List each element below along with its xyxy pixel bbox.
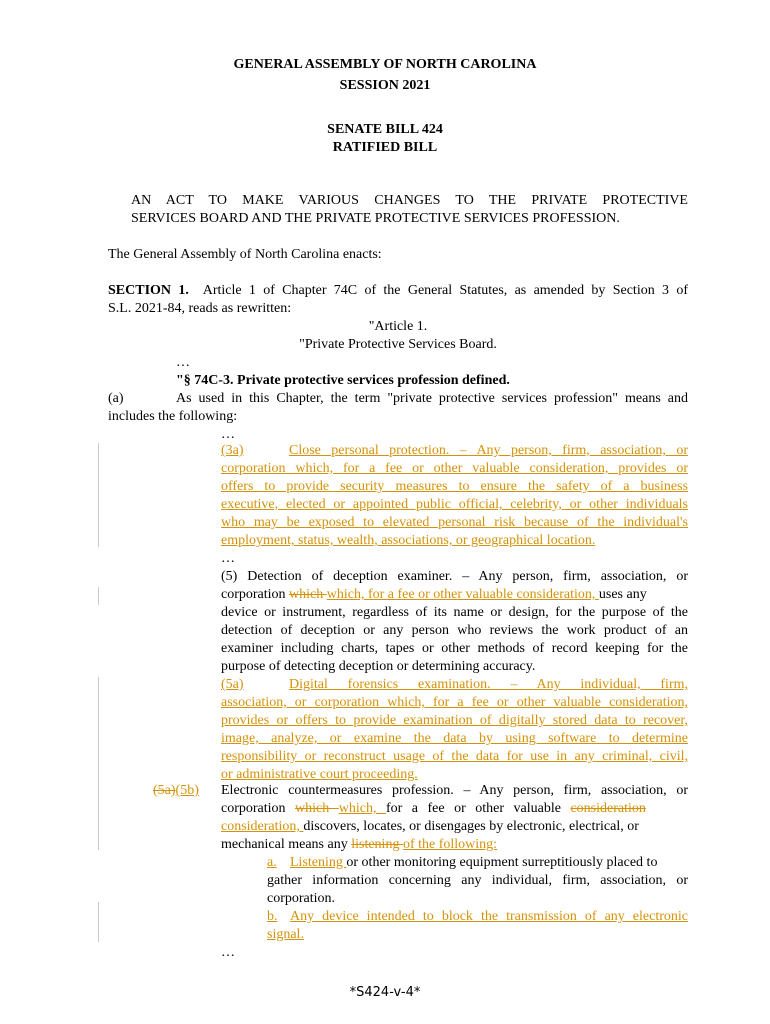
bill-status: RATIFIED BILL bbox=[332, 140, 438, 155]
para-a-label: (a) bbox=[108, 391, 124, 406]
item-5b-text: for a fee or other valuable bbox=[385, 801, 571, 816]
change-bar-sub-b bbox=[98, 902, 99, 942]
sub-a-text: or other monitoring equipment surreptitiously placed to bbox=[346, 855, 658, 870]
sub-a-line-1 bbox=[290, 854, 657, 872]
item-3a-line: who may be exposed to elevated personal risk because of the individual's bbox=[221, 515, 688, 530]
item-5-line: detection of deception or any person who reviews the work product of an bbox=[221, 623, 688, 638]
item-5b-label bbox=[153, 782, 199, 800]
item-3a-label: (3a) bbox=[221, 443, 244, 458]
change-bar-5a bbox=[98, 677, 99, 781]
item-5b-line-1: Electronic countermeasures profession. – Any person, firm, association, or bbox=[221, 783, 688, 798]
item-5b-text: discovers, locates, or disengages by electronic, electrical, or bbox=[303, 819, 639, 834]
item-5a-line: image, analyze, or examine the data by using software to determine bbox=[221, 731, 688, 746]
item-5-line: device or instrument, regardless of its name or design, for the purpose of the bbox=[221, 605, 688, 620]
item-5-line-2 bbox=[221, 586, 647, 604]
item-5-deleted: which bbox=[289, 587, 327, 602]
change-bar-5b bbox=[98, 780, 99, 850]
sub-a-label: a. bbox=[267, 855, 277, 870]
session-heading: SESSION 2021 bbox=[339, 78, 431, 93]
section-1-label: SECTION 1. bbox=[108, 283, 189, 298]
item-5a-line: or administrative court proceeding. bbox=[221, 767, 418, 782]
statute-heading: "§ 74C-3. Private protective services profession defined. bbox=[176, 373, 510, 388]
item-5a-line: provides or offers to provide examination of digitally stored data to recover, bbox=[221, 713, 688, 728]
ellipsis-3: … bbox=[221, 551, 235, 566]
item-5a-line: responsibility or reconstruct usage of the data for use in any criminal, civil, bbox=[221, 749, 688, 764]
item-5b-text: mechanical means any bbox=[221, 837, 352, 852]
item-5a-line: association, or corporation which, for a fee or other valuable consideration, bbox=[221, 695, 688, 710]
assembly-heading: GENERAL ASSEMBLY OF NORTH CAROLINA bbox=[233, 57, 537, 72]
item-5-line: purpose of detecting deception or determining accuracy. bbox=[221, 659, 536, 674]
ellipsis-2: … bbox=[221, 427, 235, 442]
item-5b-inserted: consideration, bbox=[221, 819, 304, 834]
act-title-line-1: AN ACT TO MAKE VARIOUS CHANGES TO THE PRIVATE PROTECTIVE bbox=[131, 193, 688, 208]
item-5b-line-3 bbox=[221, 818, 639, 836]
item-5a-line-1: Digital forensics examination. – Any individual, firm, bbox=[289, 677, 688, 692]
ellipsis-4: … bbox=[221, 945, 235, 960]
section-1-line-2: S.L. 2021-84, reads as rewritten: bbox=[108, 301, 292, 316]
act-title-line-2: SERVICES BOARD AND THE PRIVATE PROTECTIVE SERVICES PROFESSION. bbox=[131, 211, 620, 226]
sub-b-line-1: Any device intended to block the transmission of any electronic bbox=[290, 909, 688, 924]
item-5b-text: corporation bbox=[221, 801, 296, 816]
change-bar-5 bbox=[98, 587, 99, 605]
item-5b-line-2 bbox=[221, 800, 646, 818]
para-a-line-2: includes the following: bbox=[108, 409, 238, 424]
ellipsis-1: … bbox=[176, 355, 190, 370]
item-3a-line: employment, status, wealth, associations, or geographical location. bbox=[221, 533, 596, 548]
article-title: "Private Protective Services Board. bbox=[299, 337, 497, 352]
para-a-line-1: As used in this Chapter, the term "private protective services profession" means and bbox=[176, 391, 688, 406]
item-5b-line-4 bbox=[221, 836, 497, 854]
item-3a-line: Close personal protection. – Any person, firm, association, or bbox=[289, 443, 688, 458]
item-5b-old-label: (5a) bbox=[153, 783, 176, 798]
sub-a-line-3: corporation. bbox=[267, 891, 336, 906]
article-number: "Article 1. bbox=[368, 319, 428, 334]
sub-b-line-2: signal. bbox=[267, 927, 304, 942]
enacting-clause: The General Assembly of North Carolina enacts: bbox=[108, 247, 382, 262]
section-1-line-1 bbox=[108, 282, 688, 300]
sub-b-label: b. bbox=[267, 909, 278, 924]
item-5a-label: (5a) bbox=[221, 677, 244, 692]
item-3a-line: executive, elected or appointed public official, celebrity, or other individuals bbox=[221, 497, 688, 512]
sub-a-line-2: gather information concerning any individual, firm, association, or bbox=[267, 873, 688, 888]
document-footer-code: *S424-v-4* bbox=[349, 985, 421, 1000]
item-5-text: uses any bbox=[598, 587, 647, 602]
section-1-text: Article 1 of Chapter 74C of the General Statutes, as amended by Section 3 of bbox=[202, 283, 689, 298]
item-5b-deleted: which bbox=[295, 801, 339, 816]
item-5b-inserted: of the following: bbox=[402, 837, 498, 852]
item-5b-deleted: listening bbox=[351, 837, 403, 852]
item-5b-deleted: consideration bbox=[570, 801, 646, 816]
item-3a-line: corporation which, for a fee or other valuable consideration, provides or bbox=[221, 461, 688, 476]
item-5-line-1: (5) Detection of deception examiner. – Any person, firm, association, or bbox=[221, 569, 688, 584]
change-bar-3a bbox=[98, 443, 99, 547]
item-5-inserted: which, for a fee or other valuable consideration, bbox=[326, 587, 599, 602]
item-5b-new-label: (5b) bbox=[175, 783, 199, 798]
bill-number: SENATE BILL 424 bbox=[327, 122, 443, 137]
item-5b-inserted: which, bbox=[338, 801, 386, 816]
item-3a-line: offers to provide security measures to ensure the safety of a business bbox=[221, 479, 688, 494]
item-5-line: examiner including charts, tapes or other methods of record keeping for the bbox=[221, 641, 688, 656]
item-5-text: corporation bbox=[221, 587, 290, 602]
sub-a-inserted: Listening bbox=[290, 855, 347, 870]
